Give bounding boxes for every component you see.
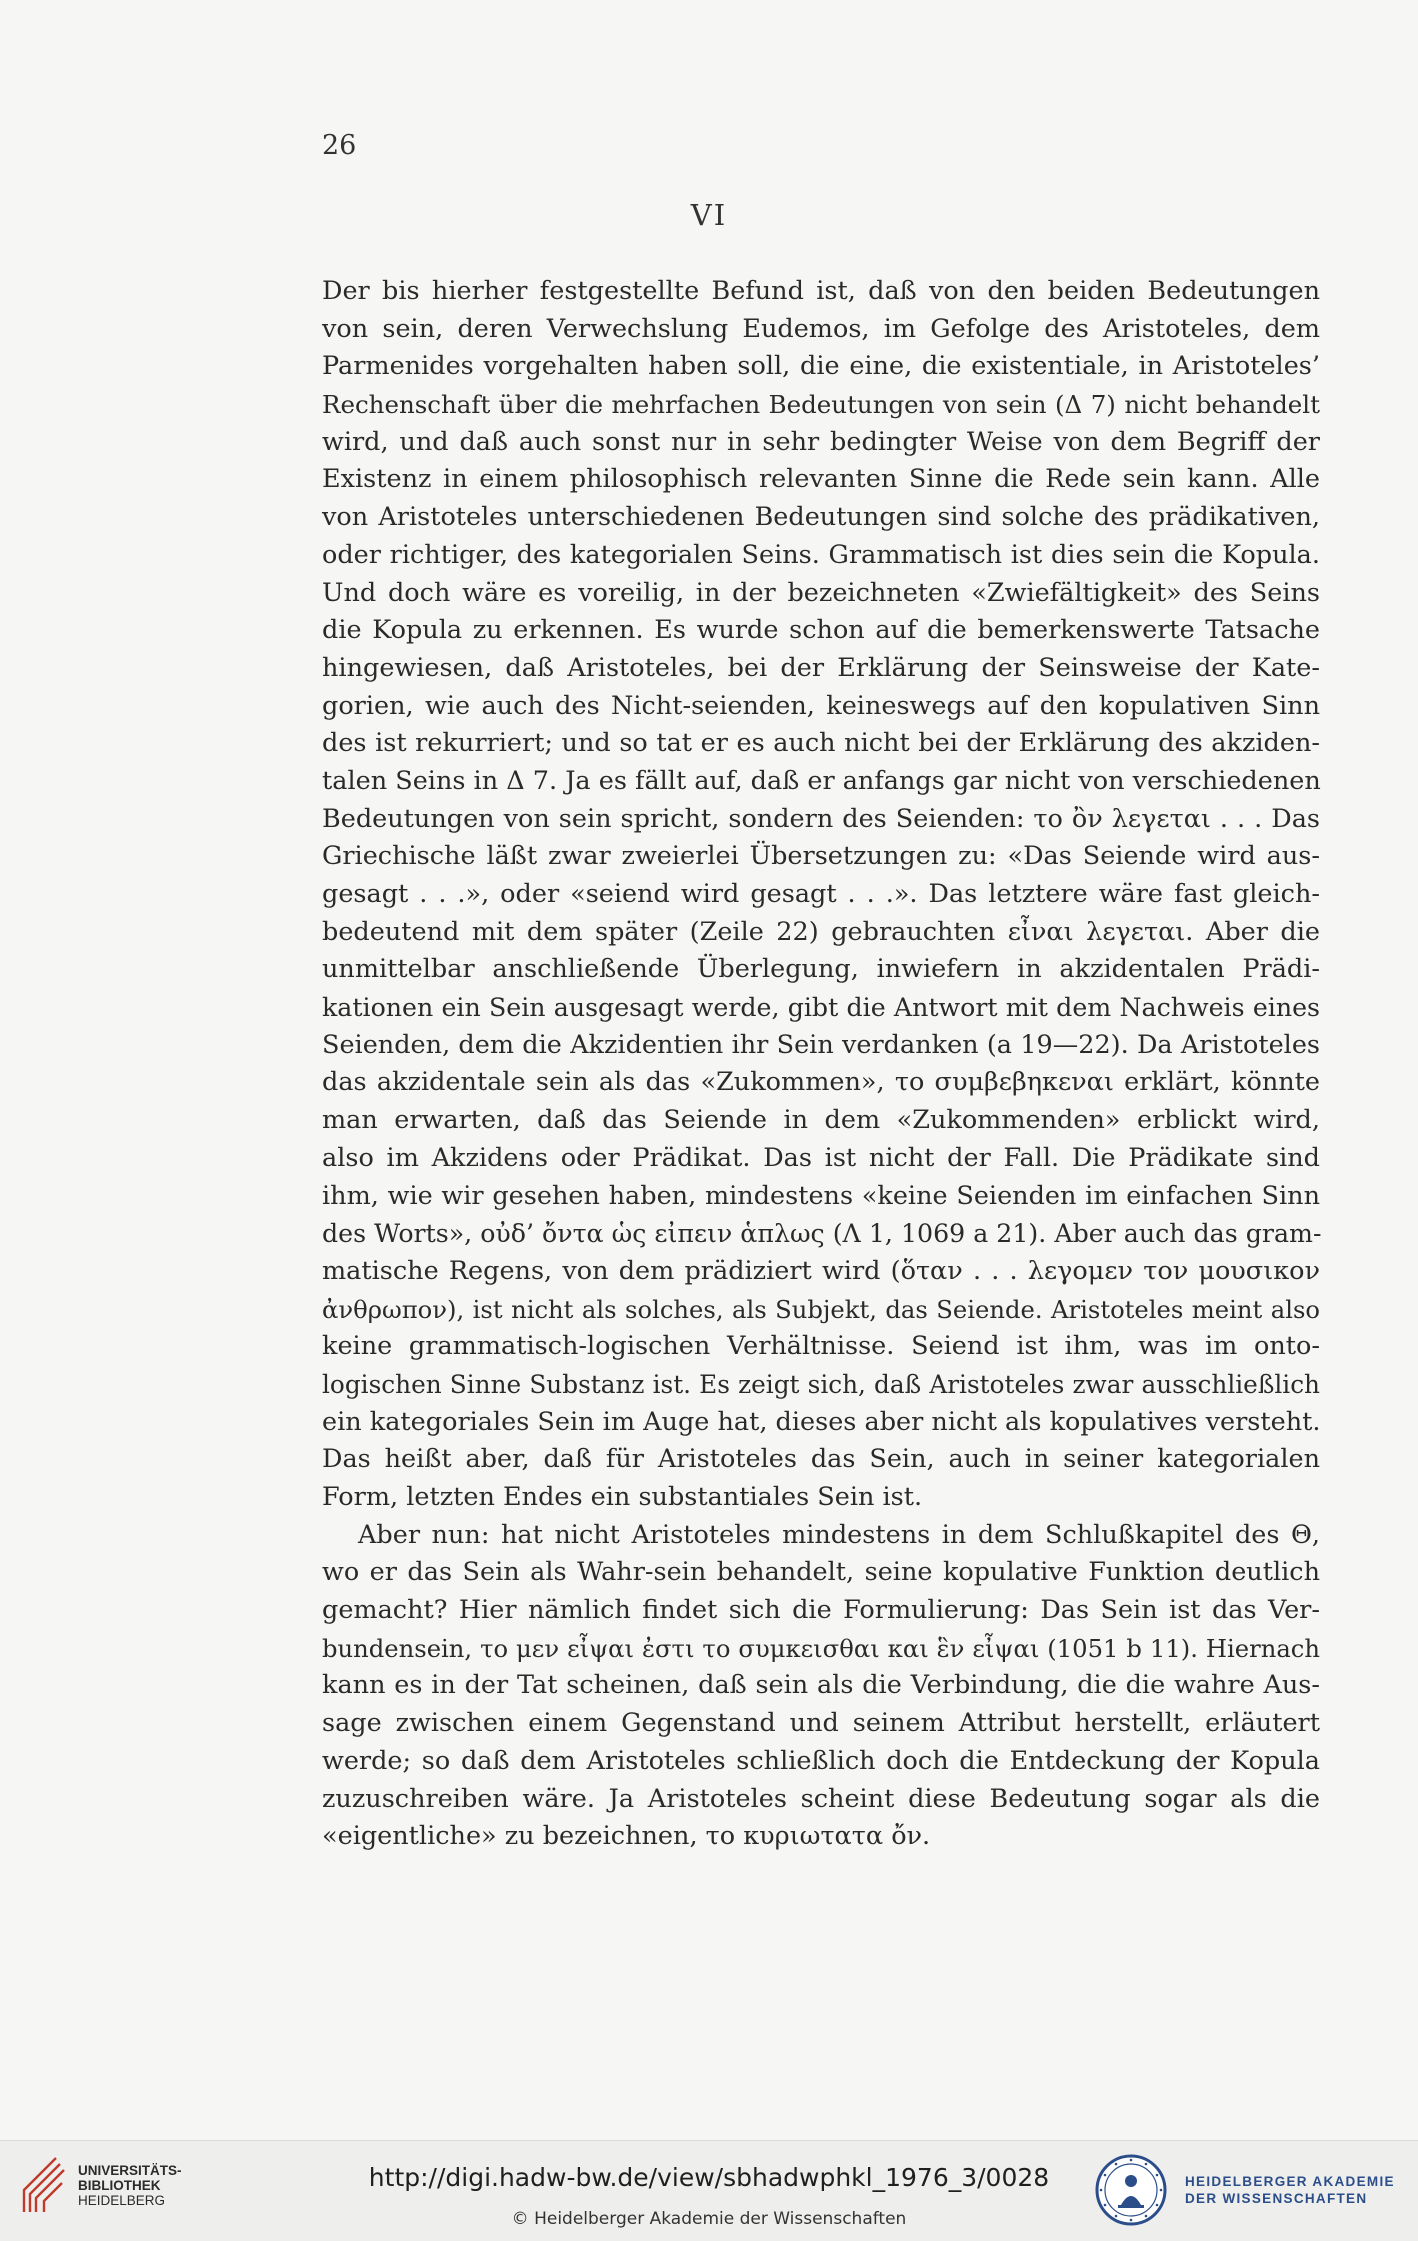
text-line: bundensein, το μεν εἶψαι ἐστι το συμκεισθαι και ἓν εἶψαι (1051 b 11). Hiernach <box>322 1633 1320 1663</box>
text-line: ihm, wie wir gesehen haben, mindestens «keine Seienden im einfachen Sinn <box>322 1180 1320 1211</box>
text-line: wird, und daß auch sonst nur in sehr bedingter Weise von dem Begriff der <box>322 426 1320 457</box>
text-line: Der bis hierher festgestellte Befund ist, daß von den beiden Bedeutungen <box>322 276 1320 306</box>
library-name-line1: UNIVERSITÄTS- <box>78 2163 182 2178</box>
text-line: Aber nun: hat nicht Aristoteles mindestens in dem Schlußkapitel des Θ, <box>358 1519 1320 1550</box>
text-line: werde; so daß dem Aristoteles schließlich doch die Entdeckung der Kopula <box>322 1745 1320 1776</box>
text-line: des Worts», οὐδ’ ὄντα ὡς εἰπειν ἁπλως (Λ 1, 1069 a 21). Aber auch das gram- <box>322 1219 1322 1249</box>
text-line: talen Seins in Δ 7. Ja es fällt auf, daß er anfangs gar nicht von verschiedenen <box>322 765 1321 796</box>
text-line: gorien, wie auch des Nicht-seienden, keineswegs auf den kopulativen Sinn <box>322 690 1320 721</box>
text-line: ein kategoriales Sein im Auge hat, dieses aber nicht als kopulatives versteht. <box>322 1406 1321 1437</box>
section-heading: VI <box>690 198 728 232</box>
text-line: also im Akzidens oder Prädikat. Das ist nicht der Fall. Die Prädikate sind <box>322 1142 1320 1173</box>
text-line: von sein, deren Verwechslung Eudemos, im Gefolge des Aristoteles, dem <box>322 313 1320 344</box>
text-line: unmittelbar anschließende Überlegung, inwiefern in akzidentalen Prädi- <box>322 954 1320 985</box>
text-line: hingewiesen, daß Aristoteles, bei der Erklärung der Seinsweise der Kate- <box>322 652 1320 683</box>
footer-bar <box>0 2140 1418 2241</box>
text-line: Das heißt aber, daß für Aristoteles das Sein, auch in seiner kategorialen <box>322 1444 1320 1475</box>
text-line: bedeutend mit dem später (Zeile 22) gebrauchten εἶναι λεγεται. Aber die <box>322 916 1320 947</box>
text-line: man erwarten, daß das Seiende in dem «Zukommenden» erblickt wird, <box>322 1105 1320 1136</box>
text-line: wo er das Sein als Wahr-sein behandelt, seine kopulative Funktion deutlich <box>322 1557 1320 1588</box>
text-line: sage zwischen einem Gegenstand und seinem Attribut herstellt, erläutert <box>322 1708 1320 1739</box>
text-line: gemacht? Hier nämlich findet sich die Formulierung: Das Sein ist das Ver- <box>322 1595 1320 1626</box>
text-line: Existenz in einem philosophisch relevanten Sinne die Rede sein kann. Alle <box>322 464 1320 495</box>
text-line: Griechische läßt zwar zweierlei Übersetzungen zu: «Das Seiende wird aus- <box>322 841 1320 872</box>
text-line: Rechenschaft über die mehrfachen Bedeutungen von sein (Δ 7) nicht behandelt <box>322 390 1320 420</box>
text-line: ἀνθρωπον), ist nicht als solches, als Subjekt, das Seiende. Aristoteles meint also <box>322 1294 1320 1324</box>
library-name-line3: HEIDELBERG <box>78 2193 166 2208</box>
library-name-line2: BIBLIOTHEK <box>78 2178 161 2193</box>
text-line: kann es in der Tat scheinen, daß sein als die Verbindung, die die wahre Aus- <box>322 1670 1320 1701</box>
text-line: die Kopula zu erkennen. Es wurde schon auf die bemerkenswerte Tatsache <box>322 615 1320 646</box>
page-number: 26 <box>322 130 357 161</box>
text-line: kationen ein Sein ausgesagt werde, gibt die Antwort mit dem Nachweis eines <box>322 993 1320 1023</box>
text-line: Bedeutungen von sein spricht, sondern des Seienden: το ὂν λεγεται . . . Das <box>322 803 1320 834</box>
text-line: des ist rekurriert; und so tat er es auch nicht bei der Erklärung des akziden- <box>322 728 1320 759</box>
body-text <box>322 273 1320 1856</box>
text-line: logischen Sinne Substanz ist. Es zeigt sich, daß Aristoteles zwar ausschließlich <box>322 1369 1320 1399</box>
text-line: das akzidentale sein als das «Zukommen», το συμβεβηκεναι erklärt, könnte <box>322 1067 1320 1098</box>
permalink-url[interactable]: http://digi.hadw-bw.de/view/sbhadwphkl_1976_3/0028 <box>368 2163 1050 2192</box>
text-line: Parmenides vorgehalten haben soll, die eine, die existentiale, in Aristoteles’ <box>322 351 1320 382</box>
text-line: oder richtiger, des kategorialen Seins. Grammatisch ist dies sein die Kopula. <box>322 539 1320 570</box>
text-line: Und doch wäre es voreilig, in der bezeichneten «Zwiefältigkeit» des Seins <box>322 577 1320 608</box>
text-line: «eigentliche» zu bezeichnen, το κυριωτατα ὄν. <box>322 1821 931 1852</box>
academy-seal-icon <box>1094 2153 1168 2227</box>
text-line: zuzuschreiben wäre. Ja Aristoteles scheint diese Bedeutung sogar als die <box>322 1783 1320 1814</box>
academy-name <box>1185 2173 1395 2207</box>
text-line: keine grammatisch-logischen Verhältnisse. Seiend ist ihm, was im onto- <box>322 1331 1320 1362</box>
copyright-notice: © Heidelberger Akademie der Wissenschaften <box>511 2209 907 2229</box>
academy-name-line2: DER WISSENSCHAFTEN <box>1185 2191 1368 2206</box>
text-line: Form, letzten Endes ein substantiales Sein ist. <box>322 1482 923 1512</box>
text-line: von Aristoteles unterschiedenen Bedeutungen sind solche des prädikativen, <box>322 502 1320 533</box>
academy-name-line1: HEIDELBERGER AKADEMIE <box>1185 2174 1395 2189</box>
text-line: gesagt . . .», oder «seiend wird gesagt . . .». Das letztere wäre fast gleich- <box>322 879 1320 909</box>
text-line: matische Regens, von dem prädiziert wird (ὅταν . . . λεγομεν τον μουσικον <box>322 1255 1320 1286</box>
text-line: Seienden, dem die Akzidentien ihr Sein verdanken (a 19—22). Da Aristoteles <box>322 1029 1320 1060</box>
